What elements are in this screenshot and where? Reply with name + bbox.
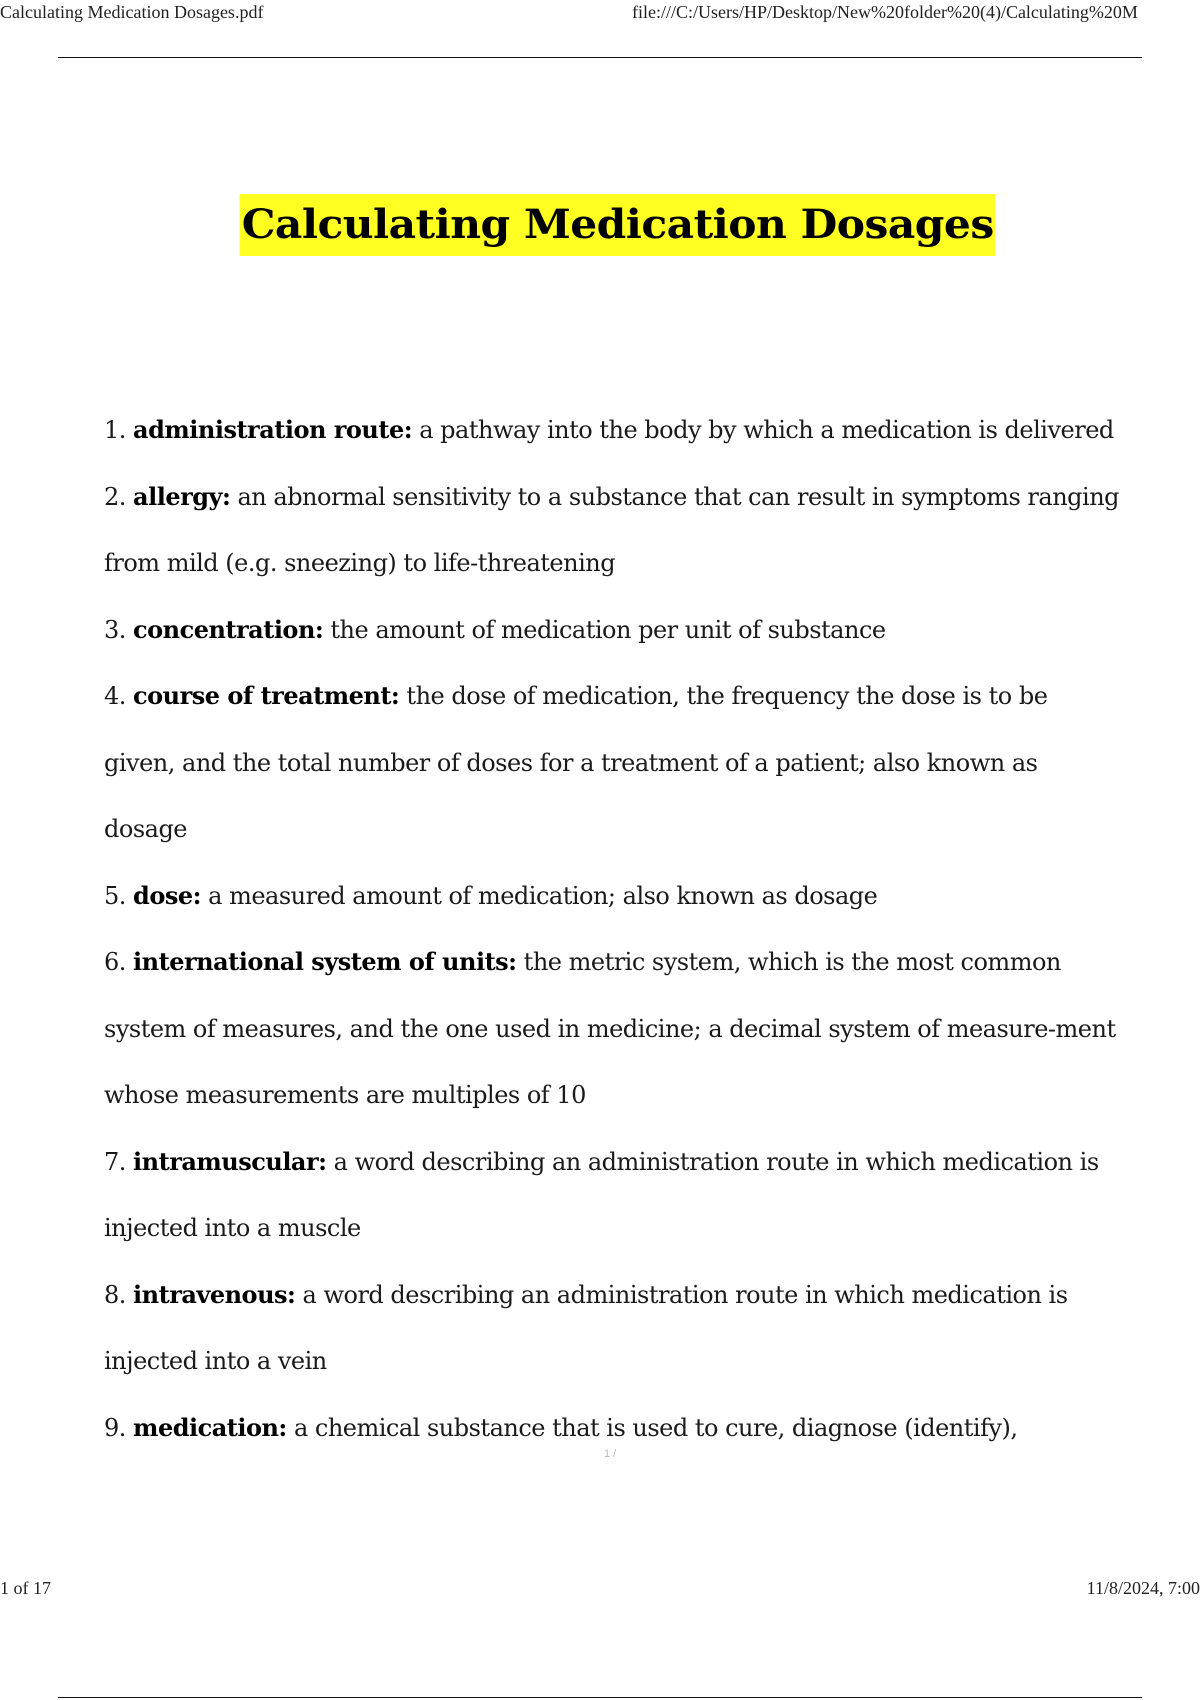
item-definition: an abnormal sensitivity to a substance that can result in symptoms ranging from mild (e.g. sneezing) to life-threatening bbox=[104, 482, 1120, 577]
list-item bbox=[104, 1262, 1124, 1395]
item-number: 7. bbox=[104, 1147, 126, 1176]
list-item bbox=[104, 464, 1124, 597]
item-definition: a pathway into the body by which a medication is delivered bbox=[419, 416, 1114, 444]
item-definition: the dose of medication, the frequency the dose is to be given, and the total number of doses for a treatment of a patient; also known as dosage bbox=[104, 682, 1048, 843]
item-term: intramuscular: bbox=[133, 1146, 327, 1176]
item-definition: the metric system, which is the most common system of measures, and the one used in medicine; a decimal system of measure-ment whose measurements are multiples of 10 bbox=[104, 948, 1116, 1109]
item-number: 1. bbox=[104, 416, 126, 444]
item-number: 2. bbox=[104, 482, 126, 511]
print-footer-timestamp: 11/8/2024, 7:00 bbox=[1086, 1578, 1200, 1598]
item-definition: a word describing an administration route in which medication is injected into a muscle bbox=[104, 1147, 1099, 1242]
print-header-url: file:///C:/Users/HP/Desktop/New%20folder%20(4)/Calculating%20M bbox=[632, 2, 1138, 22]
list-item bbox=[104, 1129, 1124, 1262]
item-number: 5. bbox=[104, 881, 126, 910]
item-term: allergy: bbox=[133, 481, 231, 511]
page-mark: 1 / bbox=[604, 1448, 617, 1460]
header-divider bbox=[58, 57, 1142, 58]
item-number: 6. bbox=[104, 948, 126, 976]
item-definition: a measured amount of medication; also known as dosage bbox=[208, 881, 878, 910]
item-number: 4. bbox=[104, 682, 126, 710]
item-term: medication: bbox=[133, 1412, 287, 1442]
item-number: 9. bbox=[104, 1413, 126, 1442]
list-item bbox=[104, 929, 1124, 1129]
item-number: 8. bbox=[104, 1280, 126, 1309]
title-container bbox=[0, 194, 1200, 256]
item-term: intravenous: bbox=[133, 1279, 296, 1309]
list-item bbox=[104, 863, 1124, 930]
list-item bbox=[104, 397, 1124, 464]
list-item bbox=[104, 597, 1124, 664]
item-definition: a word describing an administration route in which medication is injected into a vein bbox=[104, 1280, 1068, 1375]
item-definition: the amount of medication per unit of substance bbox=[330, 615, 886, 644]
item-term: administration route: bbox=[133, 415, 413, 444]
definition-list bbox=[104, 397, 1124, 1461]
item-term: international system of units: bbox=[133, 947, 517, 976]
print-header-filename: Calculating Medication Dosages.pdf bbox=[0, 2, 264, 22]
item-definition: a chemical substance that is used to cure, diagnose (identify), bbox=[293, 1413, 1018, 1442]
print-footer-page-indicator: 1 of 17 bbox=[0, 1578, 51, 1598]
footer-divider bbox=[58, 1697, 1142, 1698]
list-item bbox=[104, 663, 1124, 863]
item-number: 3. bbox=[104, 615, 126, 644]
item-term: concentration: bbox=[133, 614, 324, 644]
item-term: course of treatment: bbox=[133, 681, 400, 710]
document-title: Calculating Medication Dosages bbox=[240, 194, 996, 256]
item-term: dose: bbox=[133, 880, 201, 910]
